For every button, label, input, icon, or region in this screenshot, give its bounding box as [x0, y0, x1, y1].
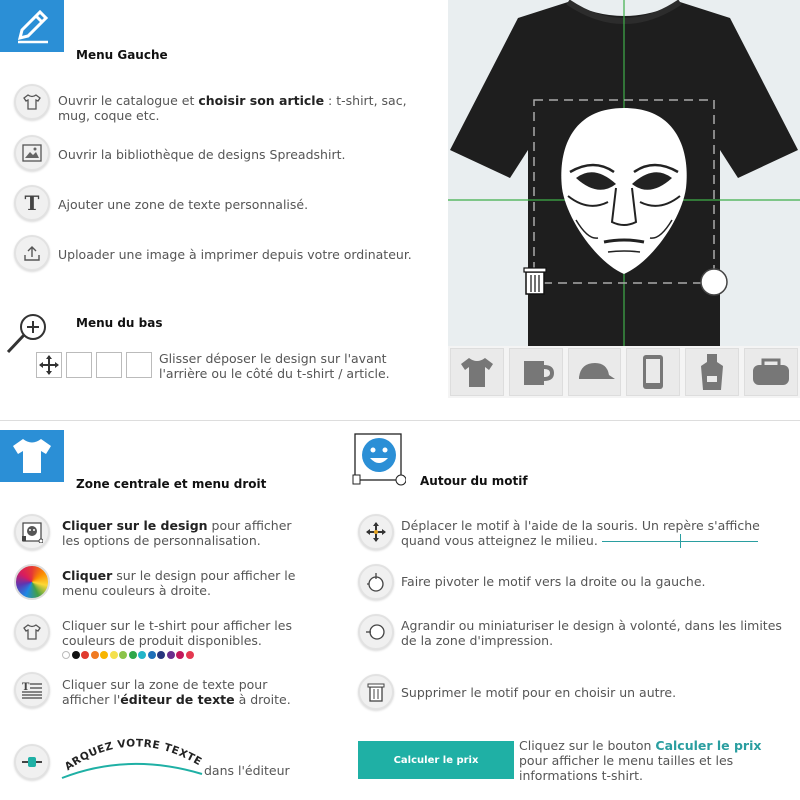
- color-swatch[interactable]: [129, 651, 137, 659]
- color-swatch[interactable]: [110, 651, 118, 659]
- color-swatch[interactable]: [119, 651, 127, 659]
- section-divider: [0, 420, 800, 421]
- central-zone-title: Zone centrale et menu droit: [76, 477, 267, 491]
- text-editor-icon[interactable]: [14, 672, 50, 708]
- text-icon[interactable]: T: [14, 185, 50, 221]
- bag-tab-icon[interactable]: [744, 348, 798, 396]
- cap-tab-icon[interactable]: [568, 348, 622, 396]
- svg-text:T: T: [22, 682, 30, 693]
- left-menu-item-library: Ouvrir la bibliothèque de designs Spreadshirt.: [58, 147, 346, 162]
- color-wheel-icon[interactable]: [14, 564, 50, 600]
- color-swatch[interactable]: [72, 651, 80, 659]
- phone-case-tab-icon[interactable]: [626, 348, 680, 396]
- text-arc-suffix: dans l'éditeur: [204, 763, 290, 778]
- color-swatch[interactable]: [62, 651, 70, 659]
- image-library-icon[interactable]: [14, 135, 50, 171]
- pencil-section-icon: [0, 0, 64, 52]
- color-swatch[interactable]: [148, 651, 156, 659]
- delete-icon[interactable]: [358, 674, 394, 710]
- apron-tab-icon[interactable]: [685, 348, 739, 396]
- tshirt-section-icon: [0, 430, 64, 482]
- color-swatch[interactable]: [91, 651, 99, 659]
- motif-frame-icon: [352, 432, 406, 486]
- calculate-price-button[interactable]: Calculer le prix: [358, 741, 514, 779]
- central-item-product-colors: Cliquer sur le t-shirt pour afficher les couleurs de produit disponibles.: [62, 618, 292, 648]
- color-swatch[interactable]: [167, 651, 175, 659]
- color-swatch[interactable]: [138, 651, 146, 659]
- color-swatches: [62, 651, 195, 659]
- design-options-icon[interactable]: [14, 514, 50, 550]
- move-icon[interactable]: [358, 514, 394, 550]
- product-tabs: [448, 346, 800, 398]
- text-arc-sample: [58, 730, 208, 784]
- arc-slider-icon[interactable]: [14, 744, 50, 780]
- tshirt-preview[interactable]: [448, 0, 800, 346]
- motif-item-delete: Supprimer le motif pour en choisir un autre.: [401, 685, 677, 700]
- central-item-text-editor: Cliquer sur la zone de texte pour afficher l'éditeur de texte à droite.: [62, 677, 291, 707]
- center-guide-tick: [680, 534, 681, 548]
- color-swatch[interactable]: [157, 651, 165, 659]
- view-selector: [36, 352, 152, 378]
- central-item-colors: Cliquer sur le design pour afficher le menu couleurs à droite.: [62, 568, 296, 598]
- left-menu-title: Menu Gauche: [76, 48, 168, 62]
- tshirt-catalog-icon[interactable]: [14, 84, 50, 120]
- left-menu-item-catalog: Ouvrir le catalogue et choisir son article : t-shirt, sac, mug, coque etc.: [58, 93, 407, 123]
- arc-text: ARQUEZ VOTRE TEXTE: [62, 737, 204, 774]
- color-swatch[interactable]: [186, 651, 194, 659]
- left-menu-item-text: Ajouter une zone de texte personnalisé.: [58, 197, 309, 212]
- rotate-icon[interactable]: [358, 564, 394, 600]
- view-back-slot[interactable]: [96, 352, 122, 378]
- view-side-slot[interactable]: [126, 352, 152, 378]
- mug-tab-icon[interactable]: [509, 348, 563, 396]
- color-swatch[interactable]: [176, 651, 184, 659]
- upload-icon[interactable]: [14, 235, 50, 271]
- left-menu-item-upload: Uploader une image à imprimer depuis votre ordinateur.: [58, 247, 412, 262]
- central-item-design: Cliquer sur le design pour afficher les options de personnalisation.: [62, 518, 292, 548]
- motif-item-rotate: Faire pivoter le motif vers la droite ou la gauche.: [401, 574, 706, 589]
- svg-text:ARQUEZ VOTRE TEXTE: [63, 737, 204, 773]
- calculate-description: Cliquez sur le bouton Calculer le prix pour afficher le menu tailles et les informations t-shirt.: [519, 738, 762, 783]
- motif-item-resize: Agrandir ou miniaturiser le design à volonté, dans les limites de la zone d'impression.: [401, 618, 782, 648]
- motif-item-move: Déplacer le motif à l'aide de la souris. Un repère s'affiche quand vous atteignez le milieu.: [401, 518, 760, 548]
- drag-move-icon[interactable]: [36, 352, 62, 378]
- bottom-menu-title: Menu du bas: [76, 316, 163, 330]
- resize-icon[interactable]: [358, 614, 394, 650]
- color-swatch[interactable]: [100, 651, 108, 659]
- tshirt-color-icon[interactable]: [14, 614, 50, 650]
- tshirt-tab-icon[interactable]: [450, 348, 504, 396]
- around-motif-title: Autour du motif: [420, 474, 528, 488]
- bottom-menu-description: Glisser déposer le design sur l'avant l'arrière ou le côté du t-shirt / article.: [159, 351, 390, 381]
- color-swatch[interactable]: [81, 651, 89, 659]
- view-front-slot[interactable]: [66, 352, 92, 378]
